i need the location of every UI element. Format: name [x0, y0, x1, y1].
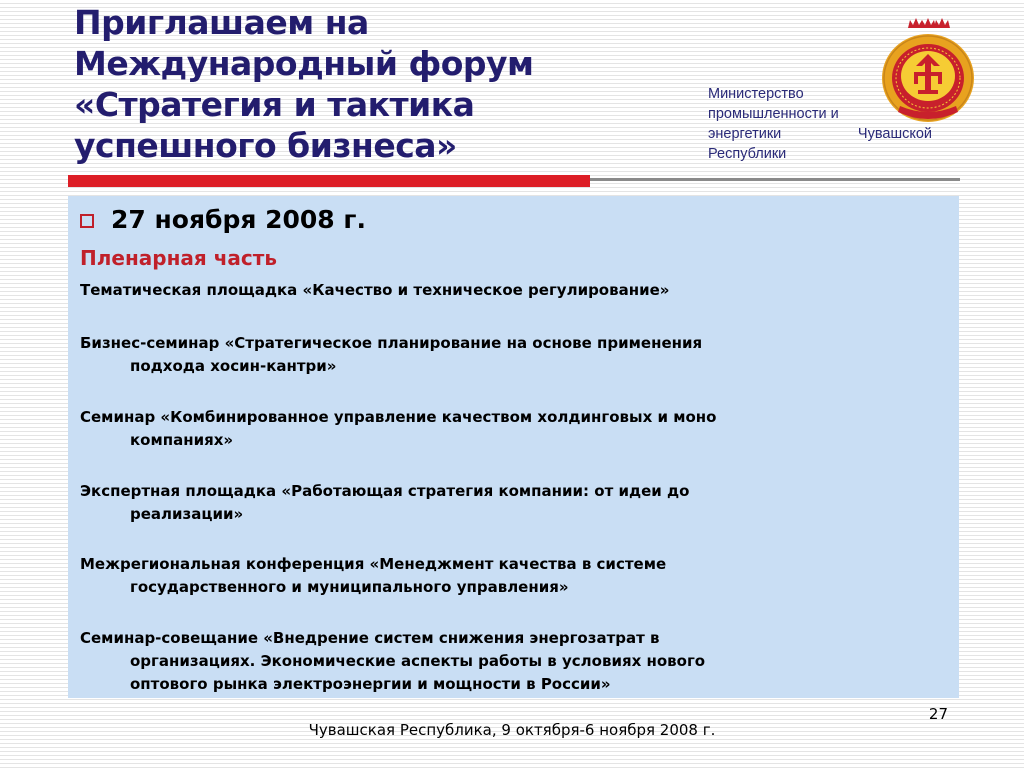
program-item-line: Тематическая площадка «Качество и техническое регулирование» [80, 281, 670, 299]
program-item-line: оптового рынка электроэнергии и мощности в России» [130, 675, 611, 693]
program-item-line: подхода хосин-кантри» [130, 357, 337, 375]
program-item [80, 627, 940, 696]
ministry-line [708, 124, 932, 144]
title-line: Международный форум [74, 44, 534, 83]
program-item-line: реализации» [130, 505, 244, 523]
program-item-line: организациях. Экономические аспекты работы в условиях нового [130, 652, 706, 670]
program-item [80, 480, 940, 526]
program-item-line: Семинар-совещание «Внедрение систем снижения энергозатрат в [80, 629, 660, 647]
event-date: 27 ноября 2008 г. [111, 205, 366, 234]
title-line: успешного бизнеса» [74, 126, 457, 165]
program-item-line: Бизнес-семинар «Стратегическое планирование на основе применения [80, 334, 703, 352]
plenary-heading: Пленарная часть [80, 246, 278, 270]
program-item-line: компаниях» [130, 431, 234, 449]
title-line: Приглашаем на [74, 3, 369, 42]
ministry-word: Чувашской [857, 126, 932, 142]
ministry-line: промышленности и [708, 106, 839, 122]
program-item [80, 332, 940, 378]
content-box [68, 196, 959, 698]
ministry-name [708, 84, 938, 164]
program-item-line: Семинар «Комбинированное управление качеством холдинговых и моно [80, 408, 717, 426]
page-number: 27 [928, 705, 948, 723]
program-item [80, 406, 940, 452]
footer-text: Чувашская Республика, 9 октября-6 ноября 2008 г. [308, 721, 716, 739]
title-line: «Стратегия и тактика [74, 85, 475, 124]
date-row [80, 204, 366, 236]
square-bullet-icon [80, 214, 94, 228]
program-item-line: Экспертная площадка «Работающая стратегия компании: от идеи до [80, 482, 690, 500]
ministry-line: Республики [708, 146, 787, 162]
title-divider-gray [590, 178, 960, 181]
program-item-line: Межрегиональная конференция «Менеджмент качества в системе [80, 555, 667, 573]
slide-title [74, 2, 594, 166]
ministry-line: Министерство [708, 86, 804, 102]
program-item [80, 279, 940, 302]
ministry-word: энергетики [708, 126, 782, 142]
program-item [80, 553, 940, 599]
title-divider-red [68, 175, 590, 187]
program-item-line: государственного и муниципального управления» [130, 578, 569, 596]
